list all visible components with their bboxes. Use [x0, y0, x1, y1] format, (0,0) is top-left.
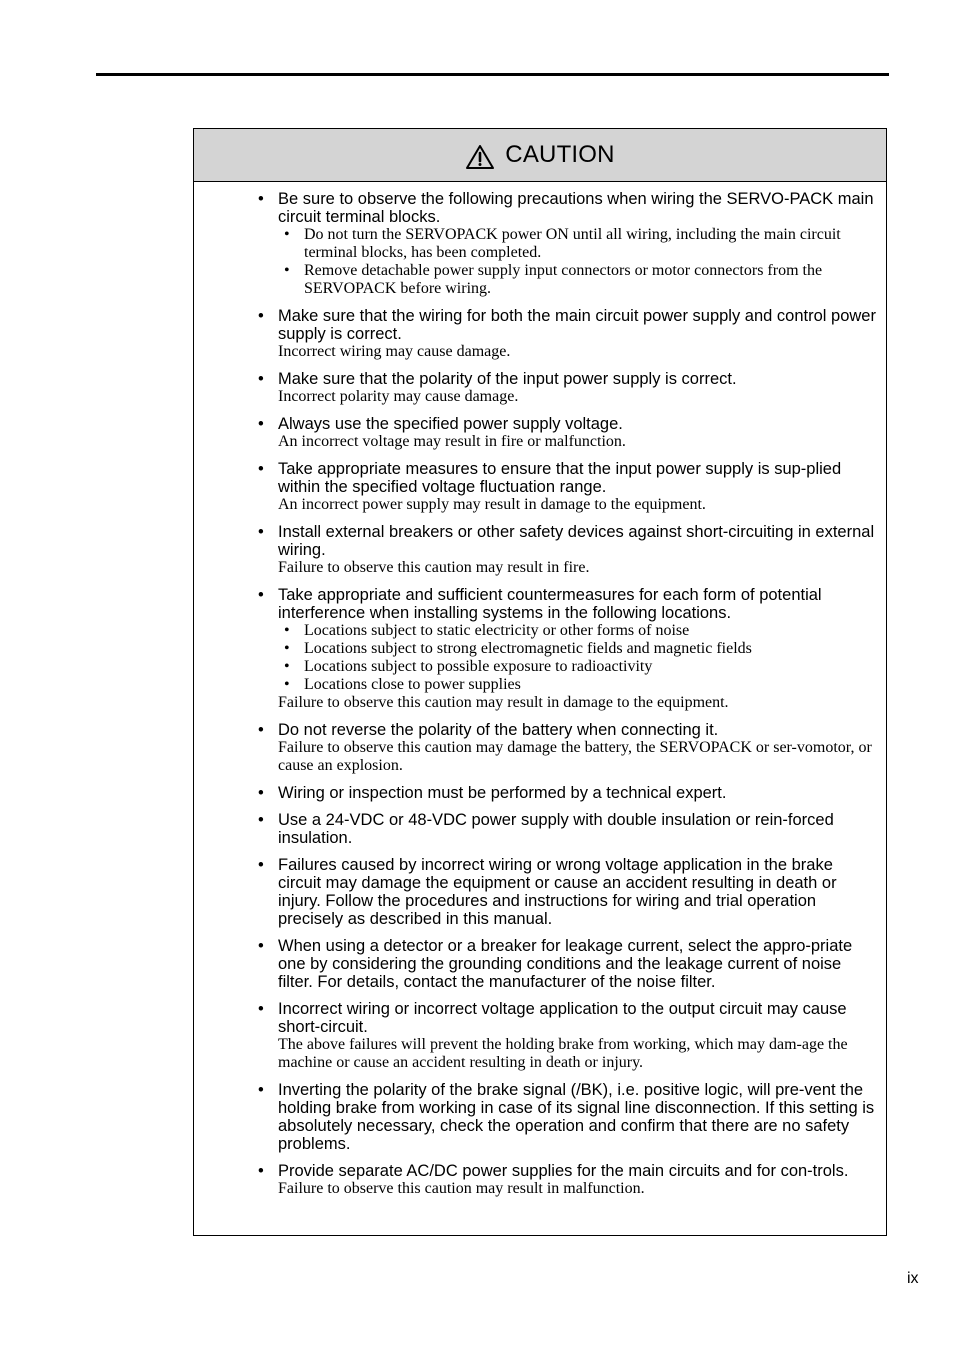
sub-item	[278, 622, 876, 640]
caution-item-text: Use a 24-VDC or 48-VDC power supply with double insulation or rein-forced insulation.	[278, 811, 834, 847]
caution-item-note: The above failures will prevent the holding brake from working, which may dam-age the machine or cause an accident resulting in death or injury.	[278, 1036, 848, 1071]
bullet: •	[258, 1162, 264, 1180]
caution-item-text: Do not reverse the polarity of the battery when connecting it.	[278, 721, 719, 739]
caution-item-text: Make sure that the polarity of the input power supply is correct.	[278, 370, 737, 388]
caution-header	[194, 129, 886, 182]
caution-item	[258, 721, 876, 775]
caution-item-text: Take appropriate and sufficient countermeasures for each form of potential interference when installing systems in the following locations.	[278, 586, 822, 622]
caution-item-text: Be sure to observe the following precautions when wiring the SERVO-PACK main circuit terminal blocks.	[278, 190, 874, 226]
top-rule	[96, 73, 889, 76]
sub-item-text: Do not turn the SERVOPACK power ON until all wiring, including the main circuit terminal blocks, has been completed.	[304, 226, 841, 261]
page-number: ix	[907, 1270, 919, 1287]
caution-item-text: Incorrect wiring or incorrect voltage application to the output circuit may cause short-circuit.	[278, 1000, 847, 1036]
caution-item-note: Failure to observe this caution may damage the battery, the SERVOPACK or ser-vomotor, or cause an explosion.	[278, 739, 872, 774]
caution-item	[258, 586, 876, 712]
caution-item-text: Make sure that the wiring for both the main circuit power supply and control power supply is correct.	[278, 307, 876, 343]
caution-item-note: Incorrect polarity may cause damage.	[278, 388, 519, 405]
caution-item	[258, 415, 876, 451]
sub-item-text: Locations close to power supplies	[304, 676, 521, 693]
sub-list	[278, 226, 876, 298]
bullet: •	[258, 721, 264, 739]
sub-item	[278, 658, 876, 676]
sub-item-text: Locations subject to static electricity or other forms of noise	[304, 622, 690, 639]
bullet: •	[258, 1081, 264, 1099]
caution-item	[258, 190, 876, 298]
sub-bullet: •	[284, 226, 290, 243]
bullet: •	[258, 307, 264, 325]
sub-bullet: •	[284, 622, 290, 639]
caution-item-note: Failure to observe this caution may result in malfunction.	[278, 1180, 645, 1197]
bullet: •	[258, 415, 264, 433]
bullet: •	[258, 784, 264, 802]
caution-item-text: When using a detector or a breaker for leakage current, select the appro-priate one by considering the grounding conditions and the leakage current of noise filter. For details, contact the manufacturer of the noise filter.	[278, 937, 853, 991]
caution-item	[258, 811, 876, 847]
caution-item	[258, 1000, 876, 1072]
sub-item	[278, 676, 876, 694]
bullet: •	[258, 856, 264, 874]
caution-item	[258, 370, 876, 406]
bullet: •	[258, 523, 264, 541]
sub-item	[278, 640, 876, 658]
caution-item	[258, 523, 876, 577]
sub-item-text: Locations subject to strong electromagnetic fields and magnetic fields	[304, 640, 752, 657]
caution-item	[258, 1081, 876, 1153]
bullet: •	[258, 937, 264, 955]
bullet: •	[258, 370, 264, 388]
bullet: •	[258, 190, 264, 208]
bullet: •	[258, 1000, 264, 1018]
sub-bullet: •	[284, 640, 290, 657]
caution-item-note: An incorrect voltage may result in fire or malfunction.	[278, 433, 626, 450]
sub-bullet: •	[284, 658, 290, 675]
caution-item-note: Failure to observe this caution may result in damage to the equipment.	[278, 694, 729, 711]
sub-bullet: •	[284, 676, 290, 693]
caution-item-text: Take appropriate measures to ensure that the input power supply is sup-plied within the specified voltage fluctuation range.	[278, 460, 842, 496]
caution-title: CAUTION	[505, 141, 615, 168]
warning-triangle-icon	[465, 144, 495, 170]
caution-item	[258, 1162, 876, 1198]
sub-item	[278, 226, 876, 262]
caution-item-text: Install external breakers or other safety devices against short-circuiting in external wiring.	[278, 523, 875, 559]
caution-item	[258, 856, 876, 928]
sub-bullet: •	[284, 262, 290, 279]
caution-item-note: Incorrect wiring may cause damage.	[278, 343, 511, 360]
caution-item-text: Provide separate AC/DC power supplies for the main circuits and for con-trols.	[278, 1162, 849, 1180]
caution-item	[258, 784, 876, 802]
caution-item-note: An incorrect power supply may result in damage to the equipment.	[278, 496, 706, 513]
caution-list	[194, 182, 886, 1198]
sub-list	[278, 622, 876, 694]
sub-item-text: Remove detachable power supply input connectors or motor connectors from the SERVOPACK before wiring.	[304, 262, 823, 297]
bullet: •	[258, 460, 264, 478]
caution-item-text: Always use the specified power supply voltage.	[278, 415, 623, 433]
caution-item-text: Inverting the polarity of the brake signal (/BK), i.e. positive logic, will pre-vent the holding brake from working in case of its signal line disconnection. If this setting is absolutely necessary, check the operation and confirm that there are no safety problems.	[278, 1081, 875, 1153]
sub-item-text: Locations subject to possible exposure to radioactivity	[304, 658, 653, 675]
caution-item	[258, 937, 876, 991]
caution-item-text: Failures caused by incorrect wiring or wrong voltage application in the brake circuit may damage the equipment or cause an accident resulting in death or injury. Follow the procedures and instructions for wiring and trial operation precisely as described in this manual.	[278, 856, 837, 928]
caution-item	[258, 460, 876, 514]
sub-item	[278, 262, 876, 298]
bullet: •	[258, 586, 264, 604]
caution-item	[258, 307, 876, 361]
caution-box	[193, 128, 887, 1236]
caution-item-text: Wiring or inspection must be performed by a technical expert.	[278, 784, 727, 802]
bullet: •	[258, 811, 264, 829]
caution-item-note: Failure to observe this caution may result in fire.	[278, 559, 590, 576]
